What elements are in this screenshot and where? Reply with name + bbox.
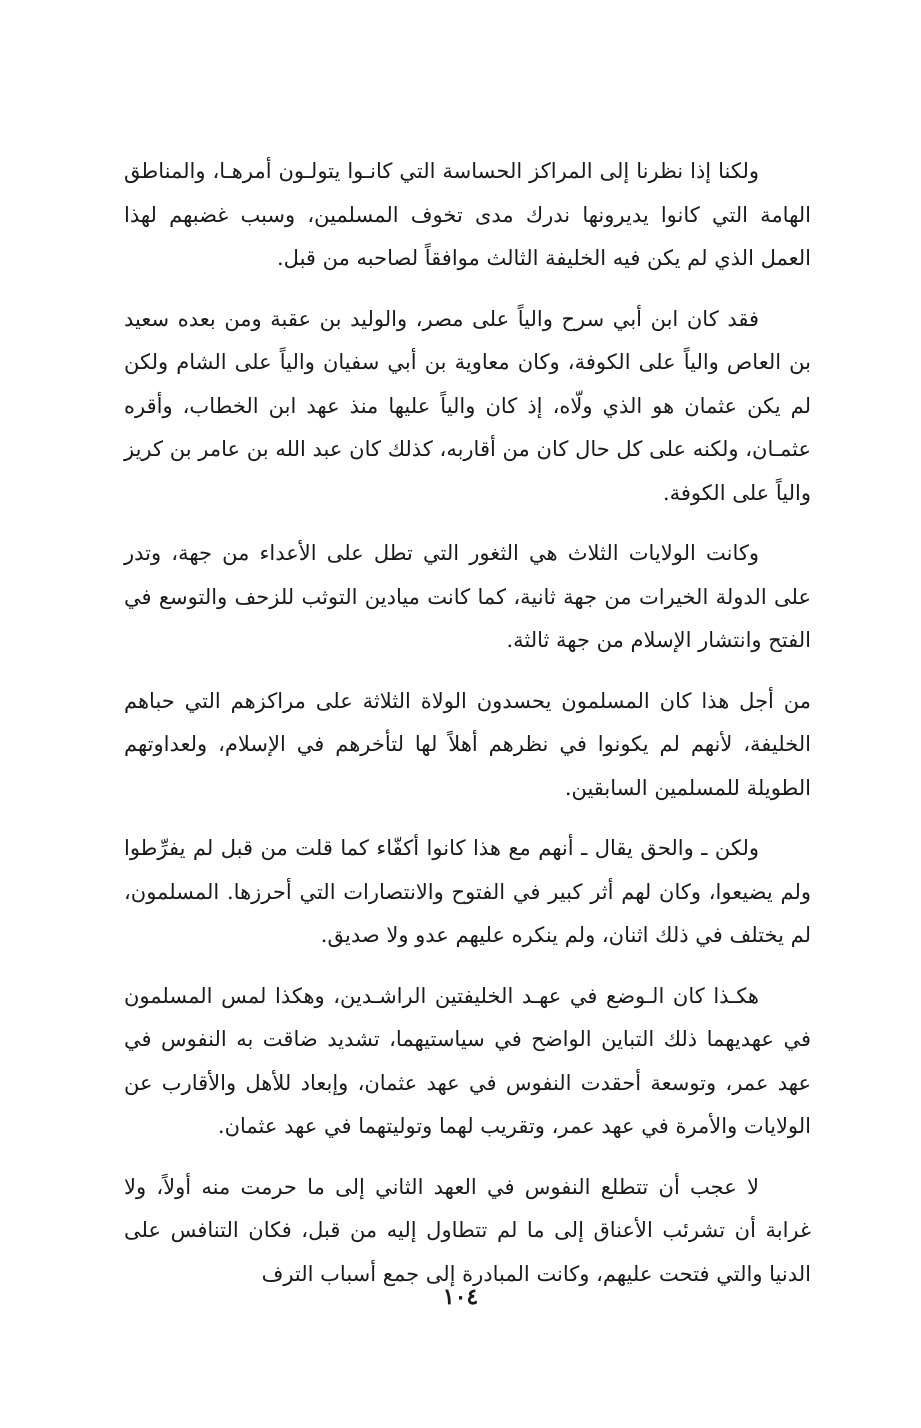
paragraph: وكانت الولايات الثلاث هي الثغور التي تطل على الأعداء من جهة، وتدر على الدولة الخيرات من جهة ثانية، كما كانت ميادين التوثب للزحف والتوسع في الفتح وانتشار الإسلام من جهة ثالثة. bbox=[124, 541, 811, 652]
paragraph: لا عجب أن تتطلع النفوس في العهد الثاني إلى ما حرمت منه أولاً، ولا غرابة أن تشرئب الأعناق إلى ما لم تتطاول إليه من قبل، فكان التنافس على الدنيا والتي فتحت عليهم، وكانت المبادرة إلى جمع أسباب الترف bbox=[124, 1174, 811, 1286]
paragraph: من أجل هذا كان المسلمون يحسدون الولاة الثلاثة على مراكزهم التي حباهم الخليفة، لأنهم لم يكونوا في نظرهم أهلاً لها لتأخرهم في الإسلام، ولعداوتهم الطويلة للمسلمين السابقين. bbox=[124, 688, 811, 800]
paragraph: ولكنا إذا نظرنا إلى المراكز الحساسة التي كانـوا يتولـون أمرهـا، والمناطق الهامة التي كانوا يديرونها ندرك مدى تخوف المسلمين، وسبب غضبهم لهذا العمل الذي لم يكن فيه الخليفة الثالث موافقاً لصاحبه من قبل. bbox=[124, 159, 811, 270]
paragraph: ولكن ـ والحق يقال ـ أنهم مع هذا كانوا أكفّاء كما قلت من قبل لم يفرِّطوا ولم يضيعوا، وكان لهم أثر كبير في الفتوح والانتصارات التي أحرزها. المسلمون، لم يختلف في ذلك اثنان، ولم ينكره عليهم عدو ولا صديق. bbox=[124, 836, 811, 947]
paragraph: فقد كان ابن أبي سرح والياً على مصر، والوليد بن عقبة ومن بعده سعيد بن العاص والياً على الكوفة، وكان معاوية بن أبي سفيان والياً على الشام ولكن لم يكن عثمان هو الذي ولّاه، إذ كان والياً عليها منذ عهد ابن الخطاب، وأقره عثمـان، ولكنه على كل حال كان من أقاربه، كذلك كان عبد الله بن عامر بن كريز والياً على الكوفة. bbox=[124, 306, 811, 505]
page-number: ١٠٤ bbox=[442, 1284, 479, 1310]
body-text bbox=[124, 150, 811, 1296]
paragraph: هكـذا كان الـوضع في عهـد الخليفتين الراشـدين، وهكذا لمس المسلمون في عهديهما ذلك التباين الواضح في سياستيهما، تشديد ضاقت به النفوس في عهد عمر، وتوسعة أحقدت النفوس في عهد عثمان، وإبعاد للأهل والأقارب عن الولايات والأمرة في عهد عمر، وتقريب لهما وتوليتهما في عهد عثمان. bbox=[124, 983, 811, 1138]
